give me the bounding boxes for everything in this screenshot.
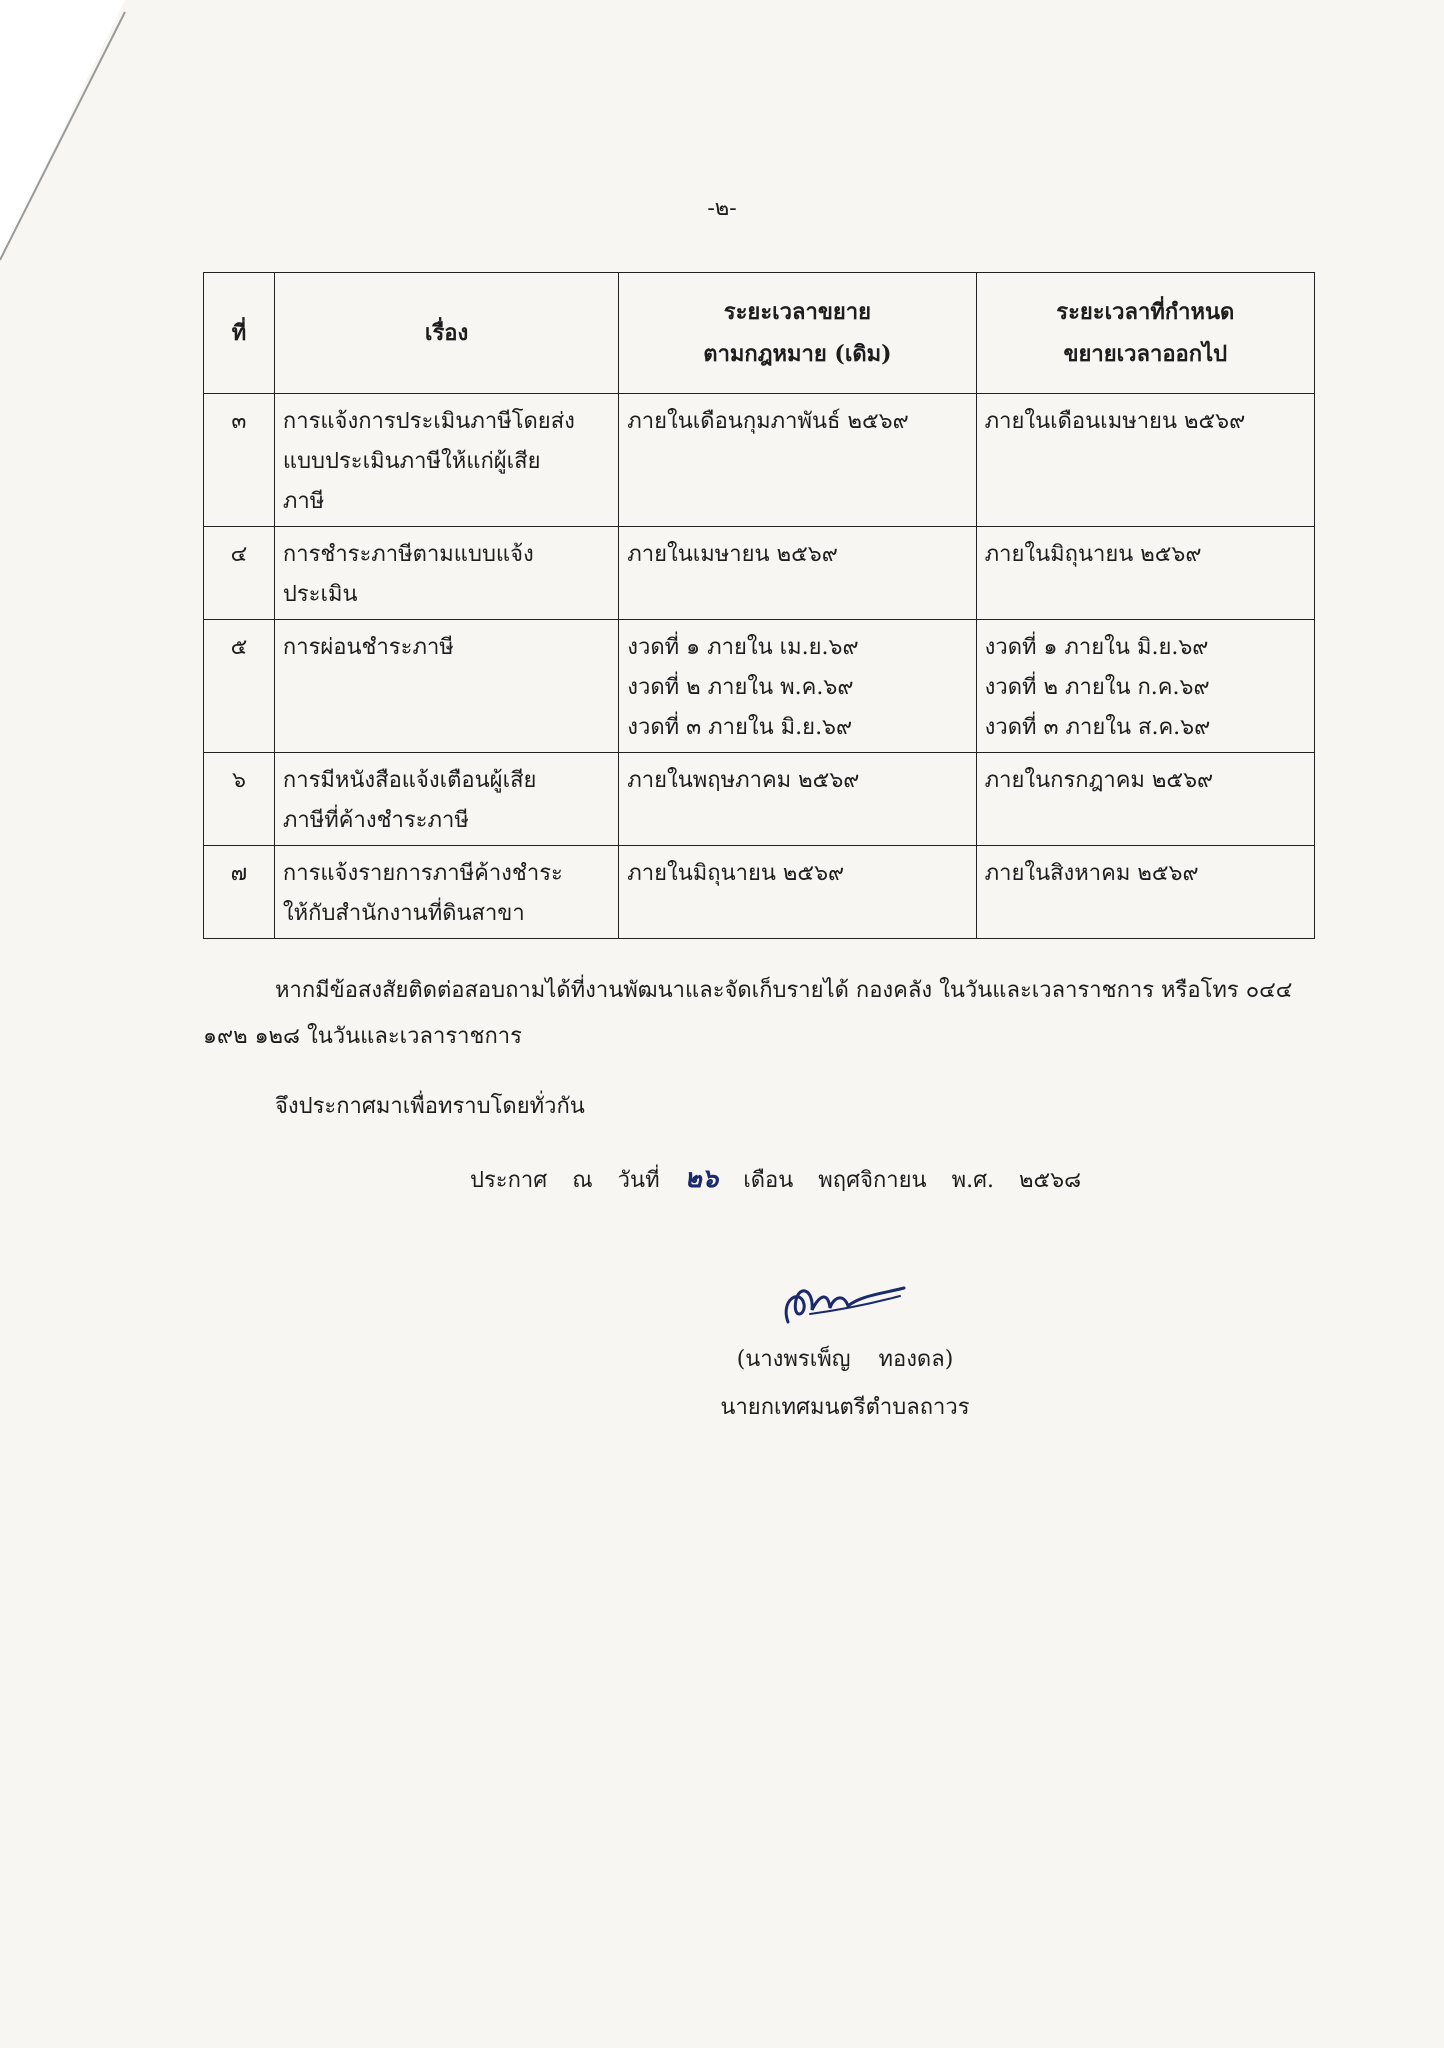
row-subject: การผ่อนชำระภาษี bbox=[274, 620, 618, 753]
row-original-period: ภายในเดือนกุมภาพันธ์ ๒๕๖๙ bbox=[619, 394, 976, 527]
row-original-period: งวดที่ ๑ ภายใน เม.ย.๖๙ งวดที่ ๒ ภายใน พ.ค.๖๙ งวดที่ ๓ ภายใน มิ.ย.๖๙ bbox=[619, 620, 976, 753]
table-row bbox=[204, 753, 1315, 846]
page-number: -๒- bbox=[707, 196, 737, 221]
header-no: ที่ bbox=[204, 273, 275, 394]
signature-mark bbox=[770, 1270, 910, 1340]
date-month-value: พฤศจิกายน bbox=[818, 1168, 927, 1193]
row-original-period: ภายในเมษายน ๒๕๖๙ bbox=[619, 527, 976, 620]
date-day-handwritten: ๒๖ bbox=[684, 1164, 719, 1194]
date-year-label: พ.ศ. bbox=[951, 1168, 995, 1193]
row-subject: การมีหนังสือแจ้งเตือนผู้เสีย ภาษีที่ค้างชำระภาษี bbox=[274, 753, 618, 846]
table-row bbox=[204, 846, 1315, 939]
table-row bbox=[204, 394, 1315, 527]
row-extended-period: ภายในสิงหาคม ๒๕๖๙ bbox=[976, 846, 1314, 939]
row-number: ๕ bbox=[204, 620, 275, 753]
header-extended-period: ระยะเวลาที่กำหนด ขยายเวลาออกไป bbox=[976, 273, 1314, 394]
row-subject: การแจ้งการประเมินภาษีโดยส่ง แบบประเมินภาษีให้แก่ผู้เสีย ภาษี bbox=[274, 394, 618, 527]
date-day-label: วันที่ bbox=[617, 1168, 660, 1193]
table-row bbox=[204, 527, 1315, 620]
announce-paragraph: จึงประกาศมาเพื่อทราบโดยทั่วกัน bbox=[275, 1094, 585, 1119]
row-extended-period: ภายในมิถุนายน ๒๕๖๙ bbox=[976, 527, 1314, 620]
date-month-label: เดือน bbox=[743, 1168, 794, 1193]
table-header-row bbox=[204, 273, 1315, 394]
row-subject: การแจ้งรายการภาษีค้างชำระ ให้กับสำนักงานที่ดินสาขา bbox=[274, 846, 618, 939]
header-subject: เรื่อง bbox=[274, 273, 618, 394]
tax-schedule-table bbox=[203, 272, 1315, 939]
row-number: ๓ bbox=[204, 394, 275, 527]
row-subject: การชำระภาษีตามแบบแจ้ง ประเมิน bbox=[274, 527, 618, 620]
announce-date-line bbox=[470, 1156, 1444, 1204]
row-original-period: ภายในพฤษภาคม ๒๕๖๙ bbox=[619, 753, 976, 846]
signer-position: นายกเทศมนตรีตำบลถาวร bbox=[720, 1395, 970, 1420]
row-original-period: ภายในมิถุนายน ๒๕๖๙ bbox=[619, 846, 976, 939]
date-prefix: ประกาศ bbox=[470, 1168, 548, 1193]
header-original-period: ระยะเวลาขยาย ตามกฎหมาย (เดิม) bbox=[619, 273, 976, 394]
contact-paragraph: หากมีข้อสงสัยติดต่อสอบถามได้ที่งานพัฒนาและจัดเก็บรายได้ กองคลัง ในวันและเวลาราชการ หรือโทร ๐๔๔ ๑๙๒ ๑๒๘ ในวันและเวลาราชการ bbox=[203, 978, 1293, 1049]
signer-block bbox=[700, 1336, 990, 1432]
row-number: ๗ bbox=[204, 846, 275, 939]
date-at: ณ bbox=[572, 1168, 593, 1193]
row-extended-period: ภายในกรกฎาคม ๒๕๖๙ bbox=[976, 753, 1314, 846]
row-extended-period: งวดที่ ๑ ภายใน มิ.ย.๖๙ งวดที่ ๒ ภายใน ก.ค.๖๙ งวดที่ ๓ ภายใน ส.ค.๖๙ bbox=[976, 620, 1314, 753]
table-row bbox=[204, 620, 1315, 753]
signer-name: (นางพรเพ็ญ ทองดล) bbox=[736, 1347, 954, 1372]
date-year-value: ๒๕๖๘ bbox=[1019, 1168, 1082, 1193]
row-extended-period: ภายในเดือนเมษายน ๒๕๖๙ bbox=[976, 394, 1314, 527]
row-number: ๔ bbox=[204, 527, 275, 620]
row-number: ๖ bbox=[204, 753, 275, 846]
